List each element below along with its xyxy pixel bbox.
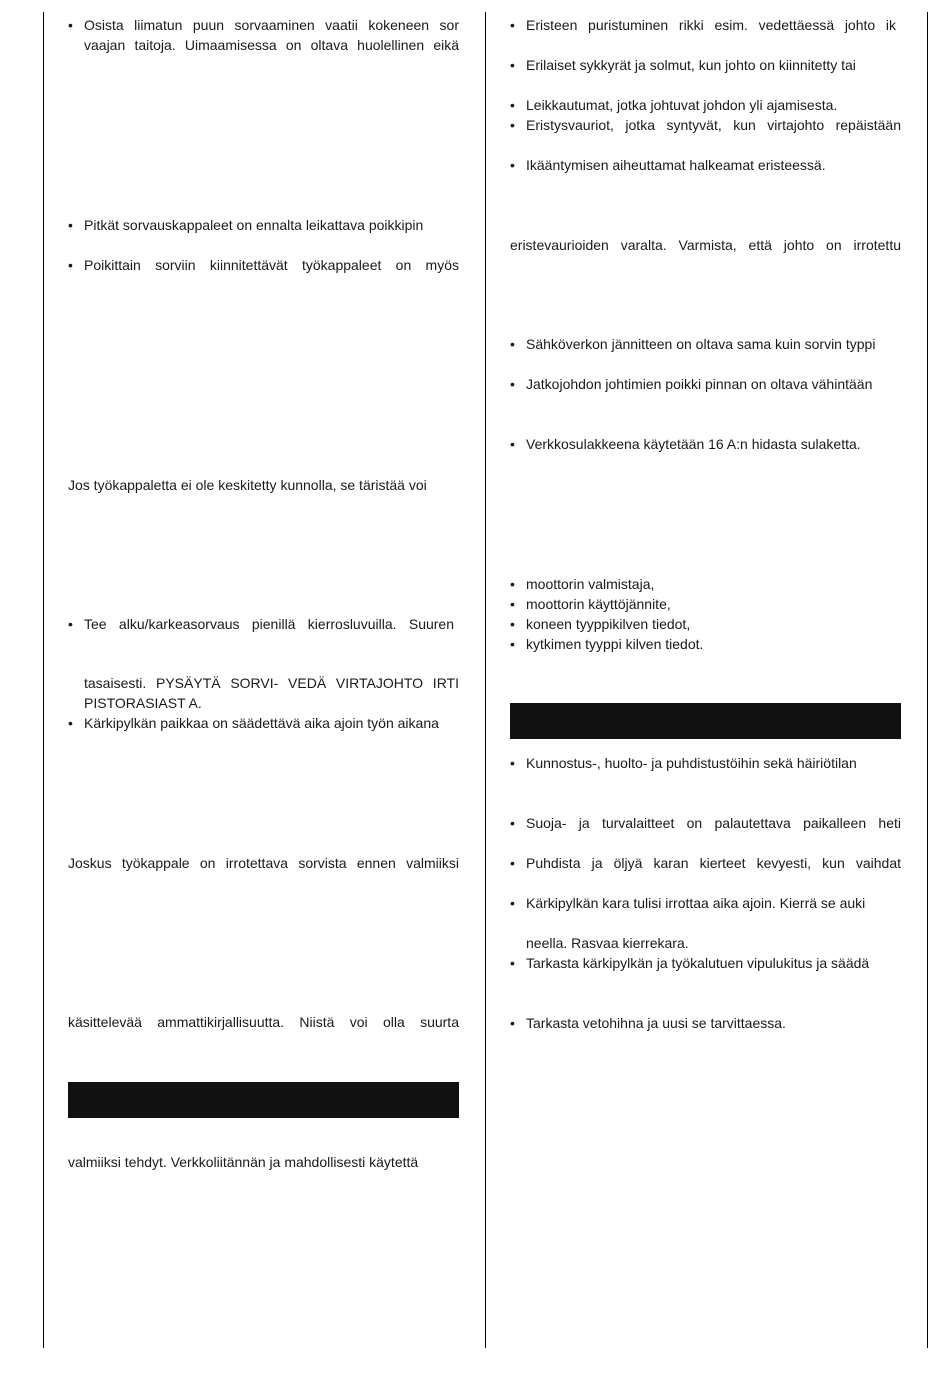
bullet-icon: • <box>510 616 515 632</box>
right-bullet-9: Kunnostus-, huolto- ja puhdistustöihin sekä häiriötilan <box>526 755 857 771</box>
left-bullet-2: Pitkät sorvauskappaleet on ennalta leikattava poikkipin <box>84 217 424 233</box>
right-bullet-5: Ikääntymisen aiheuttamat halkeamat eristeessä. <box>526 157 826 173</box>
list-item: koneen tyyppikilven tiedot, <box>526 616 691 632</box>
right-bullet-2: Erilaiset sykkyrät ja solmut, kun johto on kiinnitetty tai <box>526 57 856 73</box>
bullet-icon: • <box>510 376 515 392</box>
right-bullet-4: Eristysvauriot, jotka syntyvät, kun virtajohto repäistään <box>526 117 901 133</box>
bullet-icon: • <box>510 436 515 452</box>
right-paragraph-1: eristevaurioiden varalta. Varmista, että johto on irrotettu <box>510 237 901 253</box>
list-item: moottorin käyttöjännite, <box>526 596 671 612</box>
right-bullet-12-continuation: neella. Rasvaa kierrekara. <box>526 935 689 951</box>
bullet-icon: • <box>510 17 515 33</box>
bullet-icon: • <box>510 576 515 592</box>
left-bullet-4-continuation-2: PISTORASIAST A. <box>84 695 202 711</box>
bullet-icon: • <box>510 636 515 652</box>
bullet-icon: • <box>510 955 515 971</box>
right-bullet-3: Leikkautumat, jotka johtuvat johdon yli ajamisesta. <box>526 97 838 113</box>
left-bullet-4-continuation-1: tasaisesti. PYSÄYTÄ SORVI- VEDÄ VIRTAJOHTO IRTI <box>84 675 459 691</box>
right-bullet-14: Tarkasta vetohihna ja uusi se tarvittaessa. <box>526 1015 786 1031</box>
right-margin-rule <box>927 12 928 1348</box>
bullet-icon: • <box>510 97 515 113</box>
bullet-icon: • <box>510 1015 515 1031</box>
left-bullet-5: Kärkipylkän paikkaa on säädettävä aika ajoin työn aikana <box>84 715 439 731</box>
bullet-icon: • <box>510 855 515 871</box>
right-bullet-13: Tarkasta kärkipylkän ja työkalutuen vipulukitus ja säädä <box>526 955 870 971</box>
bullet-icon: • <box>510 157 515 173</box>
bullet-icon: • <box>510 57 515 73</box>
bullet-icon: • <box>510 336 515 352</box>
bullet-icon: • <box>510 755 515 771</box>
left-bullet-1-line-2: vaajan taitoja. Uimaamisessa on oltava huolellinen eikä <box>84 37 459 53</box>
left-bullet-1-line-1: Osista liimatun puun sorvaaminen vaatii kokeneen sor <box>84 17 459 33</box>
left-paragraph-2: Joskus työkappale on irrotettava sorvista ennen valmiiksi <box>68 855 459 871</box>
right-bullet-6: Sähköverkon jännitteen on oltava sama kuin sorvin typpi <box>526 336 876 352</box>
left-bullet-4: Tee alku/karkeasorvaus pienillä kierrosluvuilla. Suuren <box>84 616 454 632</box>
right-bullet-10: Suoja- ja turvalaitteet on palautettava paikalleen heti <box>526 815 901 831</box>
bullet-icon: • <box>510 117 515 133</box>
right-bullet-7: Jatkojohdon johtimien poikki pinnan on oltava vähintään <box>526 376 873 392</box>
left-paragraph-3: käsittelevää ammattikirjallisuutta. Niistä voi olla suurta <box>68 1014 459 1030</box>
left-paragraph-4: valmiiksi tehdyt. Verkkoliitännän ja mahdollisesti käytettä <box>68 1154 419 1170</box>
bullet-icon: • <box>68 715 73 731</box>
right-bullet-12: Kärkipylkän kara tulisi irrottaa aika ajoin. Kierrä se auki <box>526 895 866 911</box>
right-bullet-1: Eristeen puristuminen rikki esim. vedettäessä johto ik <box>526 17 896 33</box>
section-heading-bar-left <box>68 1082 459 1118</box>
bullet-icon: • <box>510 596 515 612</box>
section-heading-bar-right <box>510 703 901 739</box>
list-item: moottorin valmistaja, <box>526 576 655 592</box>
bullet-icon: • <box>68 616 73 632</box>
left-margin-rule <box>43 12 44 1348</box>
bullet-icon: • <box>68 17 73 33</box>
center-column-rule <box>485 12 486 1348</box>
bullet-icon: • <box>68 217 73 233</box>
bullet-icon: • <box>510 895 515 911</box>
list-item: kytkimen tyyppi kilven tiedot. <box>526 636 704 652</box>
bullet-icon: • <box>68 257 73 273</box>
left-paragraph-1: Jos työkappaletta ei ole keskitetty kunnolla, se täristää voi <box>68 477 427 493</box>
bullet-icon: • <box>510 815 515 831</box>
left-bullet-3: Poikittain sorviin kiinnitettävät työkappaleet on myös <box>84 257 459 273</box>
right-bullet-8: Verkkosulakkeena käytetään 16 A:n hidasta sulaketta. <box>526 436 861 452</box>
right-bullet-11: Puhdista ja öljyä karan kierteet kevyesti, kun vaihdat <box>526 855 901 871</box>
